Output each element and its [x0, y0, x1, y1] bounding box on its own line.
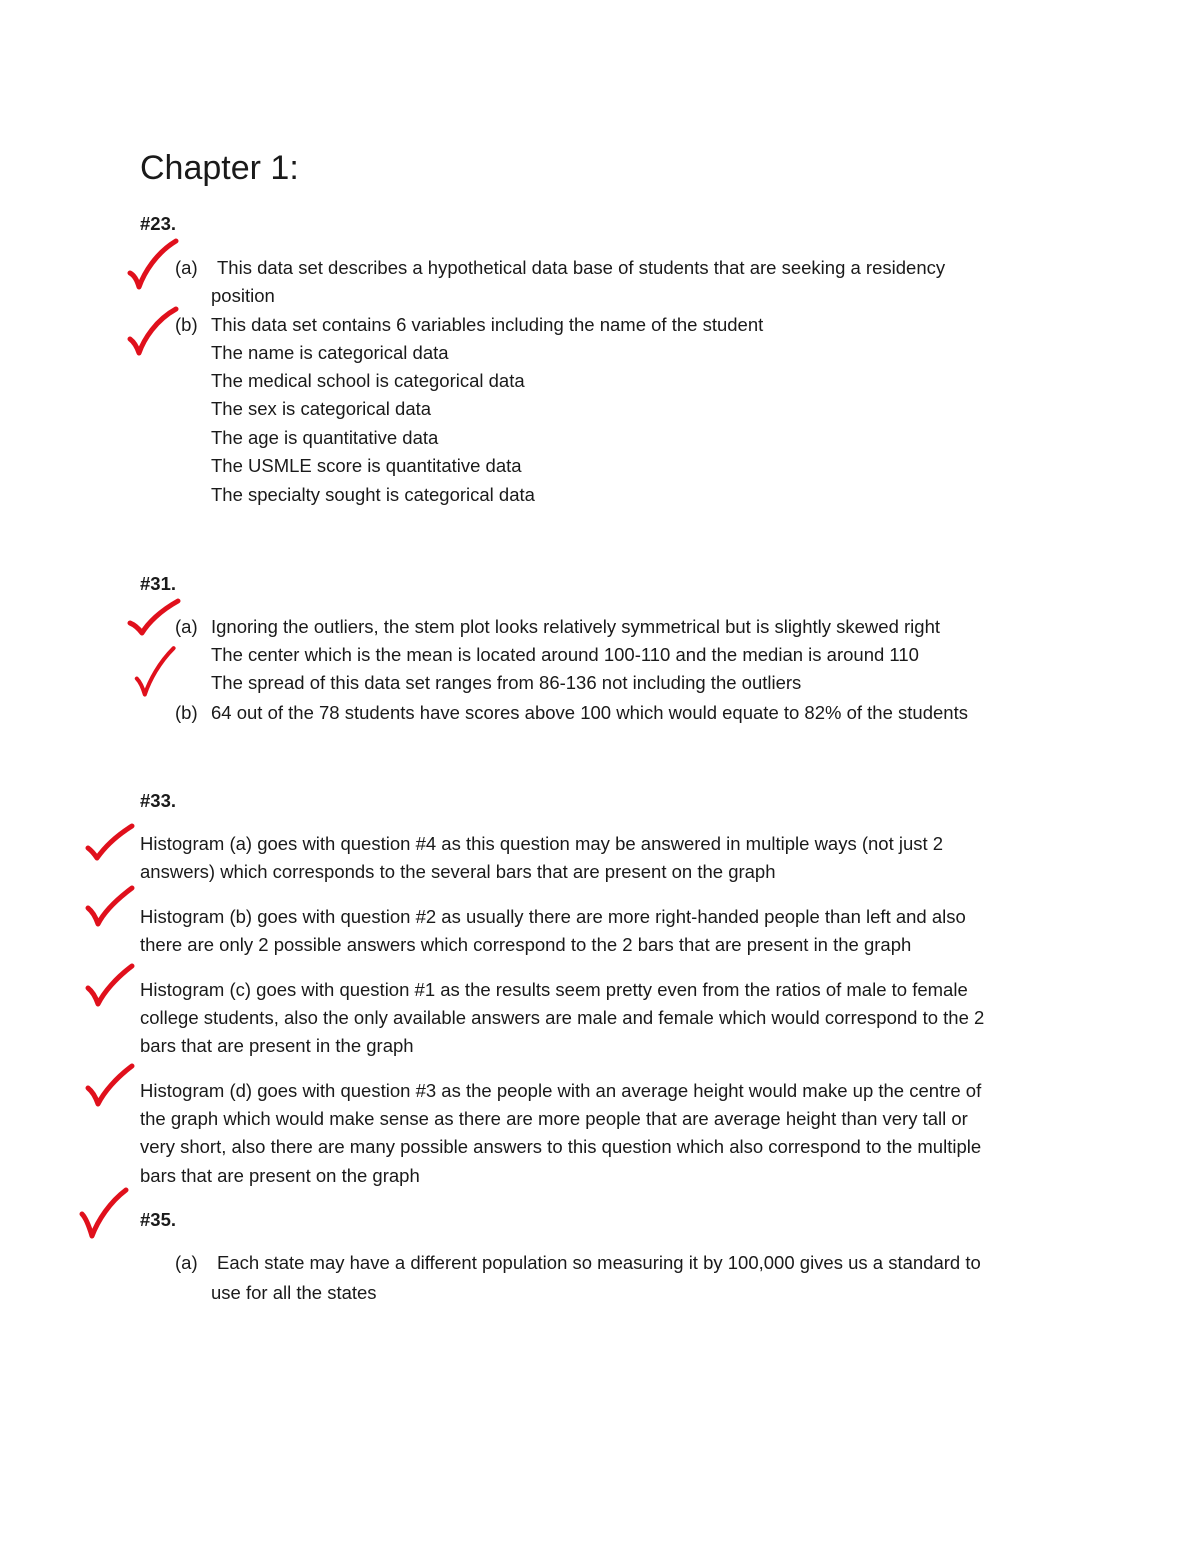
check-mark-icon: [84, 822, 140, 878]
q31-a-line: The spread of this data set ranges from 86-136 not including the outliers: [211, 672, 802, 693]
q23-a-text: This data set describes a hypothetical data base of students that are seeking a residency: [217, 257, 946, 278]
q35-a-text: Each state may have a different population so measuring it by 100,000 gives us a standard to: [217, 1252, 981, 1273]
q33-paragraph-line: Histogram (a) goes with question #4 as this question may be answered in multiple ways (not just 2: [140, 833, 944, 854]
check-mark-icon: [126, 305, 182, 361]
check-mark-icon: [126, 237, 182, 293]
question-31-heading: #31.: [140, 573, 177, 594]
question-33-heading: #33.: [140, 790, 177, 811]
check-mark-icon: [128, 645, 184, 701]
check-mark-icon: [84, 1062, 140, 1118]
q23-b-line: This data set contains 6 variables including the name of the student: [211, 314, 764, 335]
question-23-heading: #23.: [140, 213, 177, 234]
q35-a-marker: (a): [175, 1252, 198, 1273]
q31-b-text: 64 out of the 78 students have scores above 100 which would equate to 82% of the students: [211, 702, 968, 723]
q31-b-marker: (b): [175, 702, 198, 723]
q33-paragraph-line: college students, also the only available answers are male and female which would correspond to the 2: [140, 1007, 985, 1028]
check-mark-icon: [78, 1186, 134, 1242]
check-mark-icon: [126, 595, 182, 651]
q33-paragraph-line: Histogram (b) goes with question #2 as usually there are more right-handed people than left and also: [140, 906, 966, 927]
q33-paragraph-line: there are only 2 possible answers which correspond to the 2 bars that are present in the graph: [140, 934, 912, 955]
check-mark-icon: [84, 962, 140, 1018]
q23-b-line: The age is quantitative data: [211, 427, 439, 448]
q33-paragraph-line: very short, also there are many possible answers to this question which also correspond to the multiple: [140, 1136, 982, 1157]
q33-paragraph-line: bars that are present on the graph: [140, 1165, 420, 1186]
page-title: Chapter 1:: [140, 149, 299, 187]
q23-b-line: The medical school is categorical data: [211, 370, 525, 391]
q31-a-line: Ignoring the outliers, the stem plot looks relatively symmetrical but is slightly skewed right: [211, 616, 940, 637]
q35-a-text-cont: use for all the states: [211, 1282, 377, 1303]
q23-b-line: The specialty sought is categorical data: [211, 484, 535, 505]
q33-paragraph-line: answers) which corresponds to the several bars that are present on the graph: [140, 861, 776, 882]
q31-a-marker: (a): [175, 616, 198, 637]
q23-b-marker: (b): [175, 314, 198, 335]
q33-paragraph-line: the graph which would make sense as there are more people that are average height than very tall or: [140, 1108, 968, 1129]
question-35-heading: #35.: [140, 1209, 177, 1230]
q23-b-line: The USMLE score is quantitative data: [211, 455, 522, 476]
q33-paragraph-line: bars that are present in the graph: [140, 1035, 414, 1056]
check-mark-icon: [84, 884, 140, 940]
q33-paragraph-line: Histogram (d) goes with question #3 as the people with an average height would make up the centre of: [140, 1080, 982, 1101]
q23-a-text-cont: position: [211, 285, 275, 306]
q23-a-marker: (a): [175, 257, 198, 278]
q31-a-line: The center which is the mean is located around 100-110 and the median is around 110: [211, 644, 919, 665]
q23-b-line: The sex is categorical data: [211, 398, 432, 419]
q33-paragraph-line: Histogram (c) goes with question #1 as the results seem pretty even from the ratios of male to female: [140, 979, 968, 1000]
q23-b-line: The name is categorical data: [211, 342, 449, 363]
